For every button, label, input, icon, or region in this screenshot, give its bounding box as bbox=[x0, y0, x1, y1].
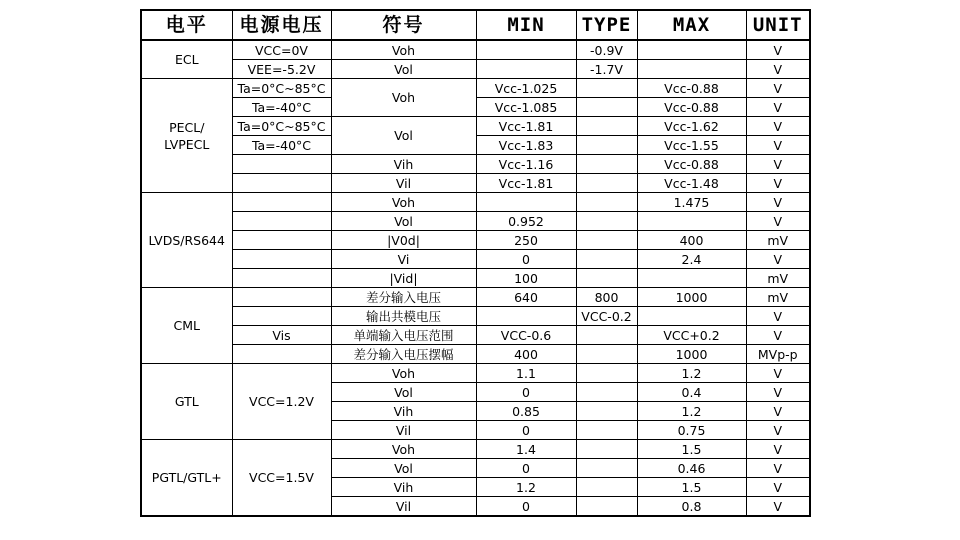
max-cell: 1.2 bbox=[637, 402, 746, 421]
header-max: MAX bbox=[637, 10, 746, 40]
unit-cell: V bbox=[746, 459, 810, 478]
max-cell: 1.475 bbox=[637, 193, 746, 212]
symbol-cell: Vih bbox=[331, 402, 476, 421]
supply-cell bbox=[232, 250, 331, 269]
table-row bbox=[141, 212, 810, 231]
supply-cell: Ta=0°C~85°C bbox=[232, 117, 331, 136]
min-cell: 0 bbox=[476, 421, 576, 440]
table-row bbox=[141, 174, 810, 193]
type-cell bbox=[576, 459, 637, 478]
type-cell bbox=[576, 383, 637, 402]
max-cell: 1000 bbox=[637, 345, 746, 364]
min-cell bbox=[476, 40, 576, 60]
max-cell: Vcc-0.88 bbox=[637, 79, 746, 98]
min-cell bbox=[476, 60, 576, 79]
level-pecl bbox=[141, 79, 232, 193]
unit-cell: V bbox=[746, 212, 810, 231]
symbol-cell: 差分输入电压摆幅 bbox=[331, 345, 476, 364]
unit-cell: V bbox=[746, 383, 810, 402]
type-cell bbox=[576, 497, 637, 517]
header-level: 电平 bbox=[141, 10, 232, 40]
max-cell bbox=[637, 212, 746, 231]
min-cell: Vcc-1.81 bbox=[476, 174, 576, 193]
min-cell: 0 bbox=[476, 383, 576, 402]
min-cell: VCC-0.6 bbox=[476, 326, 576, 345]
symbol-cell: Vih bbox=[331, 478, 476, 497]
unit-cell: MVp-p bbox=[746, 345, 810, 364]
type-cell bbox=[576, 402, 637, 421]
unit-cell: V bbox=[746, 421, 810, 440]
max-cell bbox=[637, 60, 746, 79]
symbol-cell: 输出共模电压 bbox=[331, 307, 476, 326]
level-pecl-line1: PECL/ bbox=[169, 119, 205, 135]
supply-cell: VEE=-5.2V bbox=[232, 60, 331, 79]
supply-cell bbox=[232, 307, 331, 326]
unit-cell: V bbox=[746, 497, 810, 517]
supply-cell bbox=[232, 288, 331, 307]
supply-cell: Vis bbox=[232, 326, 331, 345]
type-cell bbox=[576, 212, 637, 231]
supply-cell: VCC=0V bbox=[232, 40, 331, 60]
header-min: MIN bbox=[476, 10, 576, 40]
max-cell bbox=[637, 269, 746, 288]
supply-cell bbox=[232, 174, 331, 193]
min-cell: Vcc-1.085 bbox=[476, 98, 576, 117]
symbol-cell: Vol bbox=[331, 459, 476, 478]
symbol-cell: 差分输入电压 bbox=[331, 288, 476, 307]
unit-cell: mV bbox=[746, 231, 810, 250]
supply-cell: Ta=-40°C bbox=[232, 98, 331, 117]
symbol-cell: Vil bbox=[331, 497, 476, 517]
max-cell: Vcc-0.88 bbox=[637, 98, 746, 117]
type-cell bbox=[576, 79, 637, 98]
table-row bbox=[141, 326, 810, 345]
max-cell: 0.4 bbox=[637, 383, 746, 402]
level-lvds: LVDS/RS644 bbox=[141, 193, 232, 288]
supply-cell: Ta=0°C~85°C bbox=[232, 79, 331, 98]
table-row bbox=[141, 117, 810, 136]
max-cell: 0.46 bbox=[637, 459, 746, 478]
symbol-cell: Voh bbox=[331, 40, 476, 60]
symbol-cell: Voh bbox=[331, 79, 476, 117]
symbol-cell: Vol bbox=[331, 117, 476, 155]
symbol-cell: |V0d| bbox=[331, 231, 476, 250]
level-gtl: GTL bbox=[141, 364, 232, 440]
max-cell: 1000 bbox=[637, 288, 746, 307]
max-cell: VCC+0.2 bbox=[637, 326, 746, 345]
min-cell bbox=[476, 193, 576, 212]
unit-cell: V bbox=[746, 250, 810, 269]
type-cell bbox=[576, 269, 637, 288]
unit-cell: V bbox=[746, 440, 810, 459]
type-cell bbox=[576, 421, 637, 440]
supply-cell: VCC=1.2V bbox=[232, 364, 331, 440]
level-ecl: ECL bbox=[141, 40, 232, 79]
min-cell: Vcc-1.025 bbox=[476, 79, 576, 98]
header-row bbox=[141, 10, 810, 40]
logic-level-spec-table bbox=[140, 9, 811, 517]
level-pecl-line2: LVPECL bbox=[164, 136, 210, 152]
type-cell bbox=[576, 326, 637, 345]
unit-cell: V bbox=[746, 402, 810, 421]
unit-cell: V bbox=[746, 307, 810, 326]
unit-cell: V bbox=[746, 40, 810, 60]
header-unit: UNIT bbox=[746, 10, 810, 40]
min-cell: 1.2 bbox=[476, 478, 576, 497]
unit-cell: V bbox=[746, 60, 810, 79]
max-cell bbox=[637, 40, 746, 60]
min-cell: Vcc-1.16 bbox=[476, 155, 576, 174]
table-row bbox=[141, 288, 810, 307]
table-row bbox=[141, 60, 810, 79]
symbol-cell: Vil bbox=[331, 174, 476, 193]
unit-cell: V bbox=[746, 155, 810, 174]
type-cell bbox=[576, 155, 637, 174]
type-cell: -1.7V bbox=[576, 60, 637, 79]
max-cell: Vcc-1.48 bbox=[637, 174, 746, 193]
min-cell: 0 bbox=[476, 497, 576, 517]
max-cell: Vcc-1.62 bbox=[637, 117, 746, 136]
max-cell bbox=[637, 307, 746, 326]
type-cell bbox=[576, 174, 637, 193]
unit-cell: V bbox=[746, 79, 810, 98]
max-cell: 1.5 bbox=[637, 478, 746, 497]
min-cell: 640 bbox=[476, 288, 576, 307]
min-cell: 0.952 bbox=[476, 212, 576, 231]
supply-cell bbox=[232, 212, 331, 231]
max-cell: 1.2 bbox=[637, 364, 746, 383]
table-row bbox=[141, 79, 810, 98]
table-row bbox=[141, 345, 810, 364]
type-cell bbox=[576, 364, 637, 383]
min-cell: 0 bbox=[476, 459, 576, 478]
type-cell bbox=[576, 117, 637, 136]
unit-cell: mV bbox=[746, 288, 810, 307]
supply-cell bbox=[232, 193, 331, 212]
header-supply-voltage: 电源电压 bbox=[232, 10, 331, 40]
header-symbol: 符号 bbox=[331, 10, 476, 40]
symbol-cell: 单端输入电压范围 bbox=[331, 326, 476, 345]
unit-cell: V bbox=[746, 136, 810, 155]
unit-cell: V bbox=[746, 193, 810, 212]
min-cell bbox=[476, 307, 576, 326]
level-pgtl: PGTL/GTL+ bbox=[141, 440, 232, 517]
symbol-cell: Voh bbox=[331, 193, 476, 212]
type-cell bbox=[576, 345, 637, 364]
level-cml: CML bbox=[141, 288, 232, 364]
symbol-cell: Voh bbox=[331, 440, 476, 459]
type-cell: -0.9V bbox=[576, 40, 637, 60]
table-row bbox=[141, 231, 810, 250]
type-cell bbox=[576, 136, 637, 155]
table-row bbox=[141, 440, 810, 459]
unit-cell: V bbox=[746, 326, 810, 345]
table-row bbox=[141, 155, 810, 174]
type-cell bbox=[576, 440, 637, 459]
symbol-cell: Vi bbox=[331, 250, 476, 269]
min-cell: 250 bbox=[476, 231, 576, 250]
symbol-cell: Vol bbox=[331, 60, 476, 79]
min-cell: 100 bbox=[476, 269, 576, 288]
table-row bbox=[141, 98, 810, 117]
header-type: TYPE bbox=[576, 10, 637, 40]
supply-cell bbox=[232, 155, 331, 174]
supply-cell: VCC=1.5V bbox=[232, 440, 331, 517]
min-cell: 0.85 bbox=[476, 402, 576, 421]
supply-cell bbox=[232, 345, 331, 364]
supply-cell bbox=[232, 269, 331, 288]
max-cell: 2.4 bbox=[637, 250, 746, 269]
max-cell: 400 bbox=[637, 231, 746, 250]
supply-cell bbox=[232, 231, 331, 250]
type-cell: VCC-0.2 bbox=[576, 307, 637, 326]
min-cell: 0 bbox=[476, 250, 576, 269]
type-cell bbox=[576, 250, 637, 269]
table-row bbox=[141, 364, 810, 383]
type-cell bbox=[576, 478, 637, 497]
max-cell: 1.5 bbox=[637, 440, 746, 459]
min-cell: 1.1 bbox=[476, 364, 576, 383]
max-cell: 0.75 bbox=[637, 421, 746, 440]
table-row bbox=[141, 193, 810, 212]
max-cell: Vcc-0.88 bbox=[637, 155, 746, 174]
min-cell: 1.4 bbox=[476, 440, 576, 459]
unit-cell: V bbox=[746, 364, 810, 383]
type-cell bbox=[576, 98, 637, 117]
symbol-cell: Vih bbox=[331, 155, 476, 174]
table-row bbox=[141, 250, 810, 269]
table-row bbox=[141, 136, 810, 155]
table-row bbox=[141, 307, 810, 326]
supply-cell: Ta=-40°C bbox=[232, 136, 331, 155]
max-cell: Vcc-1.55 bbox=[637, 136, 746, 155]
type-cell: 800 bbox=[576, 288, 637, 307]
symbol-cell: Voh bbox=[331, 364, 476, 383]
type-cell bbox=[576, 231, 637, 250]
unit-cell: V bbox=[746, 174, 810, 193]
unit-cell: V bbox=[746, 98, 810, 117]
min-cell: 400 bbox=[476, 345, 576, 364]
symbol-cell: Vol bbox=[331, 212, 476, 231]
table-row bbox=[141, 40, 810, 60]
max-cell: 0.8 bbox=[637, 497, 746, 517]
type-cell bbox=[576, 193, 637, 212]
table-row bbox=[141, 269, 810, 288]
symbol-cell: Vol bbox=[331, 383, 476, 402]
min-cell: Vcc-1.81 bbox=[476, 117, 576, 136]
unit-cell: mV bbox=[746, 269, 810, 288]
unit-cell: V bbox=[746, 117, 810, 136]
min-cell: Vcc-1.83 bbox=[476, 136, 576, 155]
symbol-cell: Vil bbox=[331, 421, 476, 440]
unit-cell: V bbox=[746, 478, 810, 497]
symbol-cell: |Vid| bbox=[331, 269, 476, 288]
